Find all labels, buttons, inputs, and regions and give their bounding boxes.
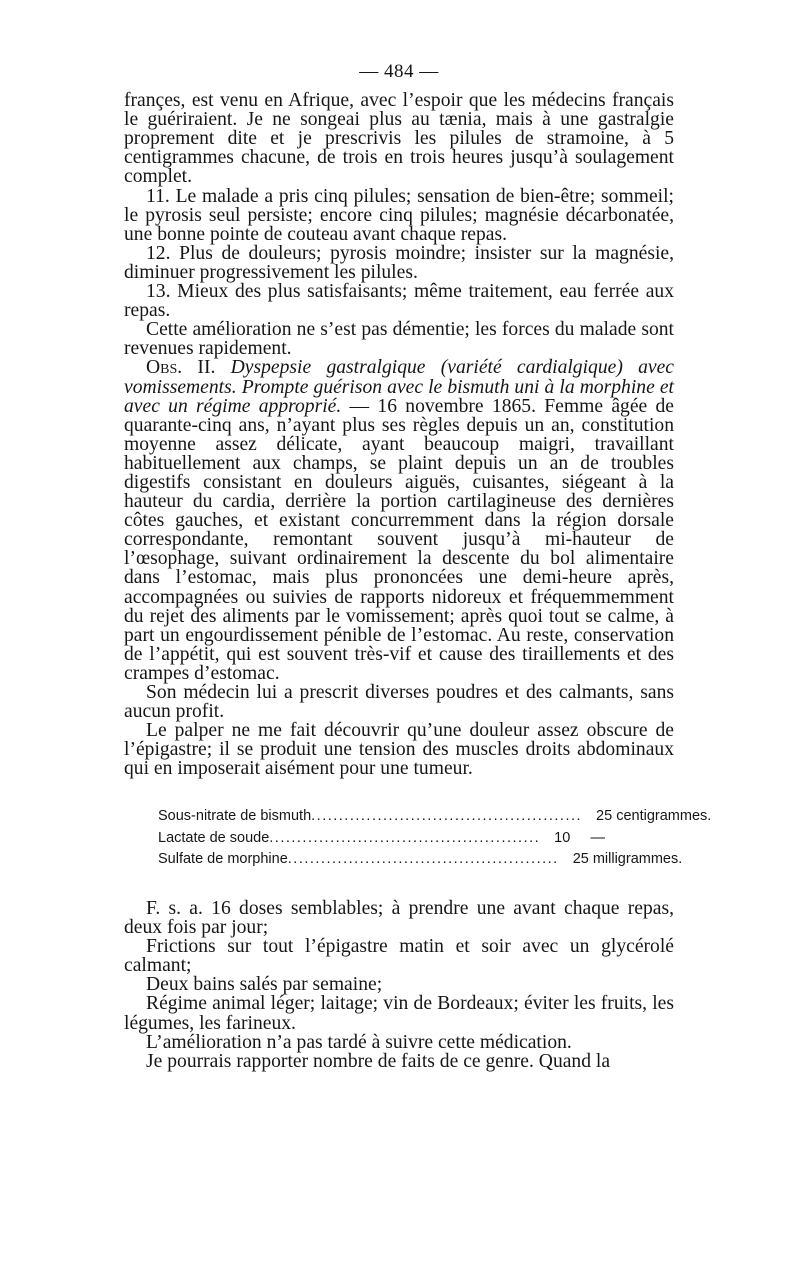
prescription-row	[158, 828, 628, 850]
paragraph-day-13: 13. Mieux des plus satisfaisants; même traitement, eau ferrée aux repas.	[124, 281, 674, 322]
observation-text: — 16 novembre 1865. Femme âgée de quarante-cinq ans, n’ayant plus ses règles depuis un an, constitution moyenne assez délicate, ayant beaucoup maigri, travaillant habituellement aux champs, se plaint depuis un an de troubles digestifs consistant en douleurs aiguës, cuisantes, siégeant à la hauteur du cardia, derrière la portion cartilagineuse des dernières côtes gauches, et existant concurremment dans la région dorsale correspondante, remontant souvent jusqu’à mi-hauteur de l’œsophage, suivant ordinairement la descente du bol alimentaire dans l’estomac, mais plus prononcées une demi-heure après, accompagnées ou suivies de rapports nidoreux et fréquemmemment du rejet des aliments par le vomissement; après quoi tout se calme, à part un engourdissement pénible de l’estomac. Au reste, conservation de l’appétit, qui est souvent très-vif et cause des tiraillements et des crampes d’estomac.	[124, 395, 674, 684]
paragraph-continuation: françes, est venu en Afrique, avec l’espoir que les médecins français le guériraient. Je ne songeai plus au tænia, mais à une gastralgie proprement dite et je prescrivis les pilules de stramoine, à 5 centigrammes chacune, de trois en trois heures jusqu’à soulagement complet.	[124, 90, 674, 188]
observation-2	[124, 358, 674, 683]
page-number: — 484 —	[359, 61, 439, 82]
prescription-dose: 25 centigrammes.	[596, 808, 712, 825]
paragraph-result: L’amélioration n’a pas tardé à suivre cette médication.	[146, 1031, 572, 1053]
prescription-dose: 25 milligrammes.	[572, 851, 683, 868]
prescription-row	[158, 806, 712, 828]
observation-title: Dyspepsie gastralgique (variété cardialgique) avec vomissements. Prompte guérison avec le bismuth uni à la morphine et avec un régime approprié.	[124, 357, 675, 417]
paragraph-prior-treatment: Son médecin lui a prescrit diverses poudres et des calmants, sans aucun profit.	[124, 682, 674, 723]
paragraph-palpation: Le palper ne me fait découvrir qu’une douleur assez obscure de l’épigastre; il se produit une tension des muscles droits abdominaux qui en imposerait aisément pour une tumeur.	[124, 720, 674, 780]
paragraph-regime: Régime animal léger; laitage; vin de Bordeaux; éviter les fruits, les légumes, les farineux.	[124, 993, 674, 1034]
prescription-ingredient: Sous-nitrate de bismuth	[158, 808, 312, 825]
leader-dots: .................................................	[269, 829, 541, 846]
leader-dots: .................................................	[311, 808, 583, 825]
paragraph-closing: Je pourrais rapporter nombre de faits de ce genre. Quand la	[146, 1050, 611, 1072]
paragraph-frictions: Frictions sur tout l’épigastre matin et soir avec un glycérolé calmant;	[124, 936, 674, 977]
leader-dots: .................................................	[287, 851, 559, 868]
paragraph-amelioration: Cette amélioration ne s’est pas démentie; les forces du malade sont revenues rapidement.	[124, 319, 674, 360]
paragraph-baths: Deux bains salés par semaine;	[146, 974, 383, 996]
paragraph-doses: F. s. a. 16 doses semblables; à prendre une avant chaque repas, deux fois par jour;	[124, 897, 674, 939]
prescription-ingredient: Lactate de soude	[158, 829, 270, 846]
prescription-ingredient: Sulfate de morphine	[158, 851, 288, 868]
prescription-row	[158, 849, 683, 871]
paragraph-day-11: 11. Le malade a pris cinq pilules; sensation de bien-être; sommeil; le pyrosis seul persiste; encore cinq pilules; magnésie décarbonatée, une bonne pointe de couteau avant chaque repas.	[124, 185, 674, 245]
observation-label: Obs. II.	[146, 357, 216, 379]
prescription-dose: 10 —	[554, 829, 605, 846]
paragraph-day-12: 12. Plus de douleurs; pyrosis moindre; insister sur la magnésie, diminuer progressivement les pilules.	[124, 242, 674, 283]
prescription-table	[158, 806, 712, 871]
